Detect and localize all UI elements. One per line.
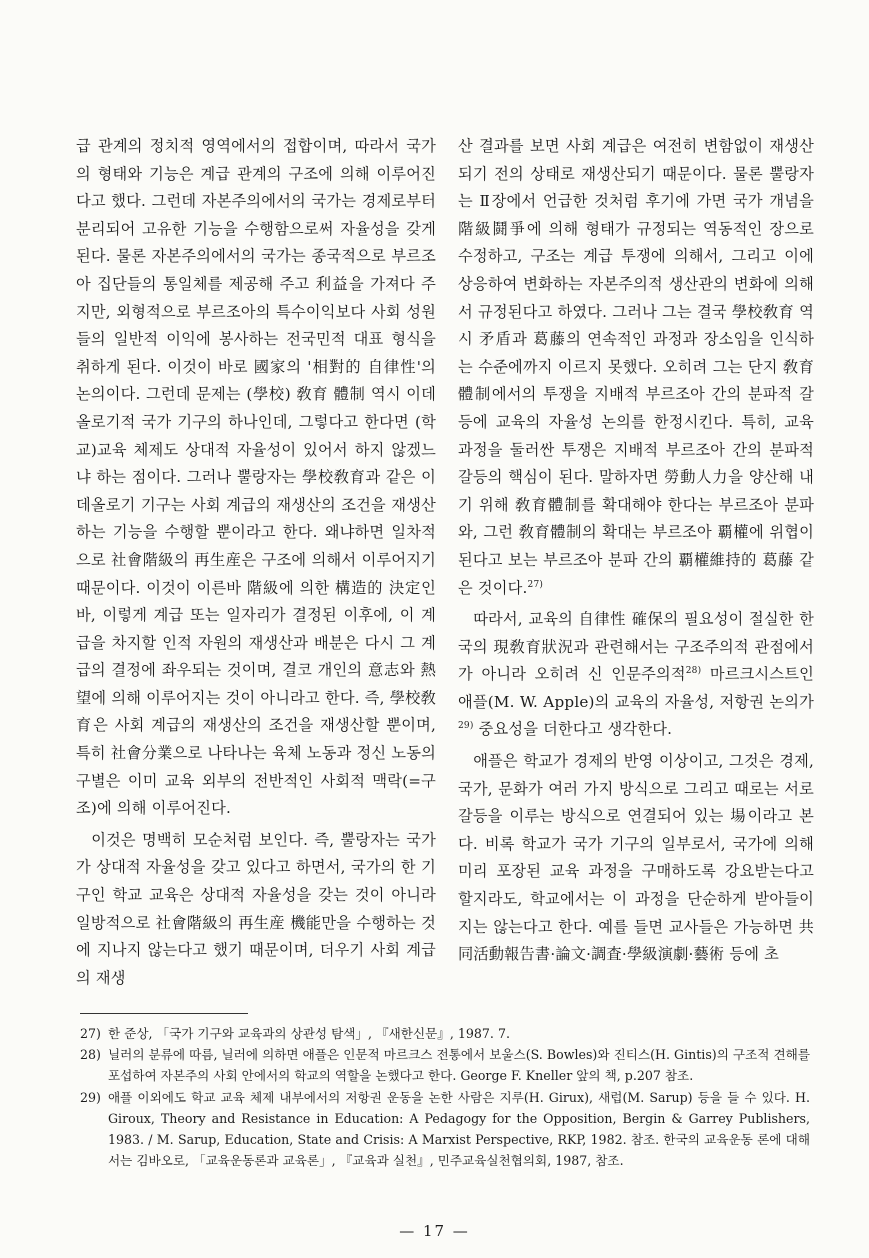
footnote — [80, 1087, 810, 1172]
footnote-ref: 28) — [685, 666, 702, 677]
footnote-text: 한 준상, 「국가 기구와 교육과의 상관성 탐색」, 『새한신문』, 1987. 7. — [108, 1026, 510, 1041]
body-paragraph: 급 관계의 정치적 영역에서의 접합이며, 따라서 국가의 형태와 기능은 계급 관계의 구조에 의해 이루어진다고 했다. 그런데 자본주의에서의 국가는 경제로부터 분리되어 고유한 기능을 수행함으로써 자율성을 갖게 된다. 물론 자본주의에서의 국가는 종국적으로 부르조아 집단들의 통일체를 제공해 주고 利益을 가져다 주지만, 외형적으로 부르조아의 특수이익보다 사회 성원들의 일반적 이익에 봉사하는 전국민적 대표 형식을 취하게 된다. 이것이 바로 國家의 '相對的 自律性'의 논의이다. 그런데 문제는 (學校) 敎育 體制 역시 이데올로기적 국가 기구의 하나인데, 그렇다고 한다면 (학교)교육 체제도 상대적 자율성이 있어서 하지 않겠느냐 하는 점이다. 그러나 뿔랑자는 學校敎育과 같은 이데올로기 기구는 사회 계급의 재생산의 조건을 재생산하는 기능을 수행할 뿐이라고 한다. 왜냐하면 일차적으로 社會階級의 再生産은 구조에 의해서 이루어지기 때문이다. 이것이 이른바 階級에 의한 構造的 決定인 바, 이렇게 계급 또는 일자리가 결정된 이후에, 이 계급을 차지할 인적 자원의 재생산과 배분은 다시 그 계급의 결정에 좌우되는 것이며, 결코 개인의 意志와 熱望에 의해 이루어지는 것이 아니라고 한다. 즉, 學校敎育은 사회 계급의 재생산의 조건을 재생산할 뿐이며, 특히 社會分業으로 나타나는 육체 노동과 정신 노동의 구별은 이미 교육 외부의 전반적인 사회적 맥락(=구조)에 의해 이루어진다. — [76, 137, 436, 818]
footnote-number: 28) — [80, 1047, 101, 1063]
page-number: — 17 — — [399, 1222, 470, 1240]
footnotes — [80, 1023, 810, 1171]
body-paragraph: 애플은 학교가 경제의 반영 이상이고, 그것은 경제, 국가, 문화가 여러 가지 방식으로 그리고 때로는 서로 갈등을 이루는 방식으로 연결되어 있는 場이라고 본다. 비록 학교가 국가 기구의 일부로서, 국가에 의해 미리 포장된 교육 과정을 구매하도록 강요받는다고 할지라도, 학교에서는 이 과정을 단순하게 받아들이지는 않는다고 한다. 예를 들면 교사들은 가능하면 共同活動報告書·論文·調査·學級演劇·藝術 등에 초 — [458, 752, 814, 964]
footnote — [80, 1044, 810, 1086]
body-paragraph: 이것은 명백히 모순처럼 보인다. 즉, 뿔랑자는 국가가 상대적 자율성을 갖고 있다고 하면서, 국가의 한 기구인 학교 교육은 상대적 자율성을 갖는 것이 아니라 일방적으로 社會階級의 再生産 機能만을 수행하는 것에 지나지 않는다고 했기 때문이며, 더우기 사회 계급의 재생 — [76, 830, 436, 987]
footnote-number: 27) — [80, 1026, 101, 1041]
body-paragraph — [458, 133, 814, 602]
paragraph-text: 산 결과를 보면 사회 계급은 여전히 변함없이 재생산되기 전의 상태로 재생산되기 때문이다. 물론 뿔랑자는 Ⅱ장에서 언급한 것처럼 후기에 가면 국가 개념을 階級鬪爭에 의해 형태가 규정되는 역동적인 장으로 수정하고, 구조는 계급 투쟁에 의해서, 그리고 이에 상응하여 변화하는 자본주의적 생산관의 변화에 의해서 규정된다고 하였다. 그러나 그는 결국 學校敎育 역시 矛盾과 葛藤의 연속적인 과정과 장소임을 인식하는 수준에까지 이르지 못했다. 오히려 그는 단지 敎育體制에서의 투쟁을 지배적 부르조아 간의 분파적 갈등에 교육의 자율성 논의를 한정시킨다. 특히, 교육 과정을 둘러싼 투쟁은 지배적 부르조아 간의 분파적 갈등의 핵심이 된다. 말하자면 勞動人力을 양산해 내기 위해 敎育體制를 확대해야 한다는 부르조아 분파와, 그런 敎育體制의 확대는 부르조아 覇權에 위협이 된다고 보는 부르조아 분파 간의 覇權維持的 葛藤 같은 것이다. — [458, 137, 814, 597]
footnote-text: 닐러의 분류에 따름, 닐러에 의하면 애플은 인문적 마르크스 전통에서 보울스(S. Bowles)와 진티스(H. Gintis)의 구조적 견해를 포섭하여 자본주의 사회 안에서의 학교의 역할을 논했다고 한다. George F. Kneller 앞의 책, p.207 참조. — [108, 1047, 810, 1084]
footnote-text: 애플 이외에도 학교 교육 체제 내부에서의 저항권 운동을 논한 사람은 지루(H. Girux), 새럽(M. Sarup) 등을 들 수 있다. H. Giroux, Theory and Resistance in Education: A Pedagogy for the Opposition, Bergin & Garrey Publishers, 1983. / M. Sarup, Education, State and Crisis: A Marxist Perspective, RKP, 1982. 참조. 한국의 교육운동 론에 대해서는 김바오로, 「교육운동론과 교육론」, 『교육과 실천』, 민주교육실천협의회, 1987, 참조. — [108, 1089, 810, 1169]
body-paragraph — [458, 606, 814, 744]
footnote-number: 29) — [80, 1089, 101, 1105]
footnote-ref: 29) — [458, 721, 474, 732]
paragraph-text: 중요성을 더한다고 생각한다. — [473, 720, 673, 739]
right-column — [458, 133, 814, 969]
footnote-divider — [80, 1013, 248, 1014]
paragraph-text: 마르크시스트인 애플(M. W. Apple)의 교육의 자율성, 저항권 논의가 — [458, 665, 814, 711]
footnote-ref: 27) — [527, 579, 544, 590]
left-column — [76, 133, 436, 992]
footnote — [80, 1023, 810, 1044]
paragraph-text: 따라서, 교육의 自律性 確保의 필요성이 절실한 한국의 現敎育狀況과 관련해서는 구조주의적 관점에서가 아니라 오히려 신 인문주의적 — [458, 610, 814, 684]
